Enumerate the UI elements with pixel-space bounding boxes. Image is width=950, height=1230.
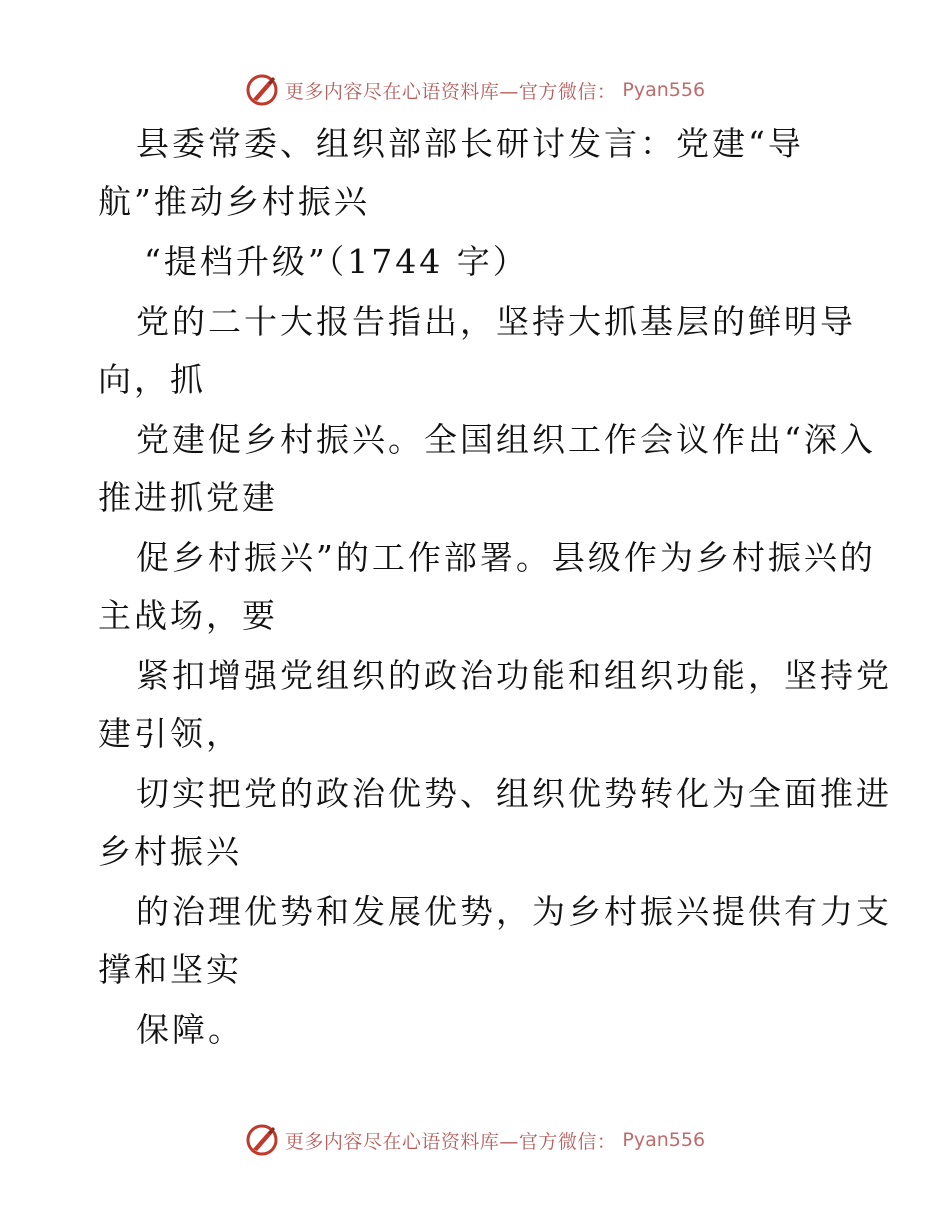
header-banner <box>0 72 950 108</box>
paragraph-line: 促乡村振兴”的工作部署。县级作为乡村振兴的 <box>136 538 876 577</box>
paragraph-line: 向，抓 <box>98 360 206 399</box>
document-title-line-3: “提档升级”（1744 字） <box>144 242 529 281</box>
pen-feather-logo-icon <box>245 1123 279 1157</box>
paragraph-line: 紧扣增强党组织的政治功能和组织功能，坚持党 <box>136 656 892 695</box>
paragraph-line: 切实把党的政治优势、组织优势转化为全面推进 <box>136 774 892 813</box>
footer-banner <box>0 1122 950 1158</box>
paragraph-line: 建引领， <box>98 714 242 753</box>
paragraph-line: 撑和坚实 <box>98 950 242 989</box>
banner-wechat-id: Pyan556 <box>622 79 706 101</box>
paragraph-line: 乡村振兴 <box>98 832 242 871</box>
banner-text: 更多内容尽在心语资料库—官方微信： <box>284 80 617 103</box>
paragraph-line: 保障。 <box>136 1010 244 1049</box>
paragraph-line: 党建促乡村振兴。全国组织工作会议作出“深入 <box>136 420 876 459</box>
banner-wechat-id: Pyan556 <box>622 1129 706 1151</box>
document-title-line-1: 县委常委、组织部部长研讨发言：党建“导 <box>136 124 804 163</box>
pen-feather-logo-icon <box>245 73 279 107</box>
paragraph-line: 党的二十大报告指出，坚持大抓基层的鲜明导 <box>136 302 856 341</box>
paragraph-line: 的治理优势和发展优势，为乡村振兴提供有力支 <box>136 892 892 931</box>
paragraph-line: 主战场，要 <box>98 596 278 635</box>
banner-text: 更多内容尽在心语资料库—官方微信： <box>284 1130 617 1153</box>
paragraph-line: 推进抓党建 <box>98 478 278 517</box>
document-title-line-2: 航”推动乡村振兴 <box>98 182 370 221</box>
